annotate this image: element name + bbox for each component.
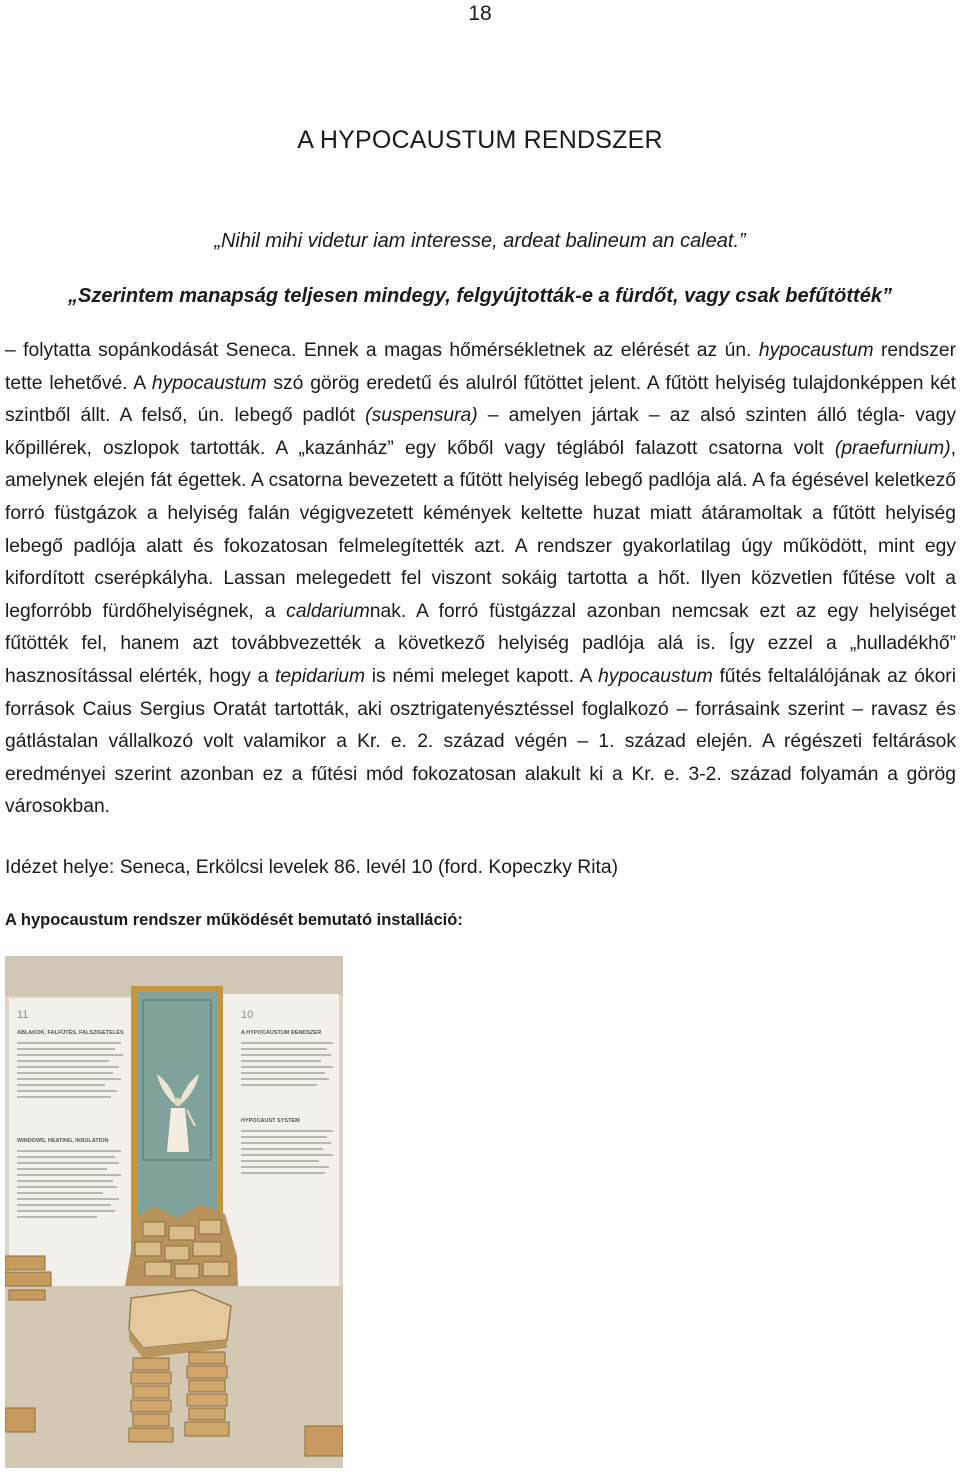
body-segment: is némi meleget kapott. A bbox=[365, 665, 599, 687]
panel-left-number: 11 bbox=[17, 1009, 29, 1021]
page-title: A HYPOCAUSTUM RENDSZER bbox=[297, 125, 663, 154]
panel-left-heading: ABLAKOK, FALFŰTÉS, FALSZIGETELÉS bbox=[17, 1030, 124, 1036]
body-segment: – amelyen jártak – az alsó szinten álló tégla- vagy kőpillérek, oszlopok tartották. A „kazánház” egy kőből vagy téglából falazott csatorna volt bbox=[5, 405, 957, 459]
term-hypocaustum: hypocaustum bbox=[151, 372, 267, 394]
body-segment: fűtés feltalálójának az ókori források Caius Sergius Oratát tartották, aki osztrigatenyésztéssel foglalkozó – forrásaink szerint – ravasz és gátlástalan vállalkozó volt valamikor a Kr. e. 2. század végén – 1. század elején. A régészeti feltárások eredményei szerint azonban ez a fűtési mód fokozatosan alakult ki a Kr. e. 3-2. század folyamán a görög városokban. bbox=[5, 665, 956, 818]
latin-quote: „Nihil mihi videtur iam interesse, ardeat balineum an caleat.” bbox=[214, 230, 746, 252]
body-segment: – folytatta sopánkodását Seneca. Ennek a magas hőmérsékletnek az elérését az ún. bbox=[5, 340, 759, 361]
body-segment: szó görög eredetű és alulról fűtöttet jelent. A fűtött helyiség tulajdonképpen két szintből állt. A felső, ún. lebegő padlót bbox=[5, 372, 956, 427]
term-tepidarium: tepidarium bbox=[275, 665, 366, 687]
body-text bbox=[5, 335, 956, 824]
panel-right-subheading: HYPOCAUST SYSTEM bbox=[241, 1118, 300, 1124]
figure-caption: A hypocaustum rendszer működését bemutató installáció: bbox=[5, 911, 463, 929]
term-suspensura: (suspensura) bbox=[365, 405, 478, 427]
panel-left-subheading: WINDOWS, HEATING, INSULATION bbox=[17, 1138, 109, 1144]
installation-photo bbox=[5, 956, 343, 1468]
hungarian-quote: „Szerintem manapság teljesen mindegy, felgyújtották-e a fürdőt, vagy csak befűtötték” bbox=[68, 285, 892, 307]
panel-right-number: 10 bbox=[241, 1009, 254, 1021]
panel-right-heading: A HYPOCAUSTUM RENDSZER bbox=[241, 1030, 322, 1036]
body-segment: nak. A forró füstgázzal azonban nemcsak ezt az egy helyiséget fűtötték fel, hanem azt továbbvezették a következő helyiség padlója alá is. Így ezzel a „hulladékhő” hasznosítással elérték, hogy a bbox=[5, 600, 956, 687]
citation: Idézet helye: Seneca, Erkölcsi levelek 86. levél 10 (ford. Kopeczky Rita) bbox=[5, 857, 619, 878]
page-number: 18 bbox=[468, 2, 492, 25]
term-hypocaustum: hypocaustum bbox=[598, 665, 713, 687]
body-segment: , amelynek elején fát égettek. A csatorna bevezetett a fűtött helyiség lebegő padlója alá. A fa égésével keletkező forró füstgázok a helyiség falán végigvezetett kémények keltette huzat miatt átáramoltak a fűtött helyiség lebegő padlója alatt és fokozatosan felmelegítették azt. A rendszer gyakorlatilag úgy működött, mint egy kifordított cserépkályha. Lassan melegedett fel viszont sokáig tartotta a hőt. Ilyen közvetlen fűtése volt a legforróbb fürdőhelyiségnek, a bbox=[5, 437, 956, 622]
term-caldarium: caldarium bbox=[286, 600, 370, 622]
installation-photo-drawing bbox=[5, 956, 343, 1468]
term-praefurnium: (praefurnium) bbox=[834, 437, 951, 459]
body-segment: rendszer tette lehetővé. A bbox=[5, 340, 956, 394]
term-hypocaustum: hypocaustum bbox=[758, 340, 874, 361]
